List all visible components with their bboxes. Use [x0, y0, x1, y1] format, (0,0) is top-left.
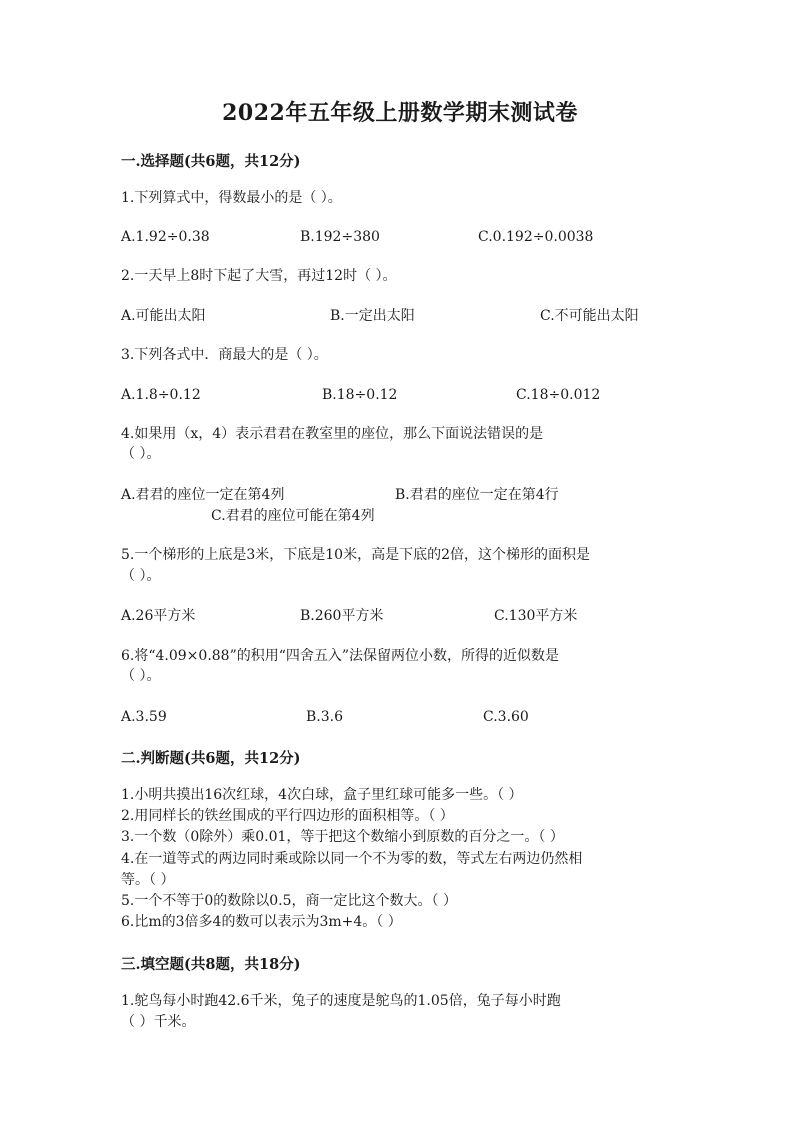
question-stem-line1: 6.将“4.09×0.88”的积用“四舍五入”法保留两位小数，所得的近似数是: [121, 648, 560, 664]
question-stem-line1: 4.如果用（x，4）表示君君在教室里的座位，那么下面说法错误的是: [121, 426, 544, 442]
question-stem: 3.下列各式中．商最大的是（ ）。: [121, 347, 328, 363]
section-heading-choice: 一.选择题(共6题，共12分): [121, 153, 301, 170]
option-b: B.260平方米: [300, 608, 384, 624]
option-b: B.3.6: [306, 709, 344, 725]
option-a: A.3.59: [121, 709, 167, 725]
option-a: A.1.92÷0.38: [121, 229, 210, 245]
question-stem-line1: 1.鸵鸟每小时跑42.6千米，兔子的速度是鸵鸟的1.05倍，兔子每小时跑: [121, 993, 561, 1009]
option-a: A.1.8÷0.12: [121, 387, 201, 403]
question-stem-line2: （ ）千米。: [121, 1014, 196, 1030]
option-c: C.君君的座位可能在第4列: [211, 508, 375, 524]
option-c: C.18÷0.012: [516, 387, 601, 403]
statement-line: 3.一个数（0除外）乘0.01，等于把这个数缩小到原数的百分之一。（ ）: [121, 829, 564, 845]
option-b: B.一定出太阳: [330, 308, 415, 324]
option-c: C.0.192÷0.0038: [478, 229, 594, 245]
statement-line: 5.一个不等于0的数除以0.5，商一定比这个数大。（ ）: [121, 893, 457, 909]
page-title: 2022年五年级上册数学期末测试卷: [222, 100, 578, 126]
option-a: A.君君的座位一定在第4列: [121, 487, 285, 503]
statement-line: 4.在一道等式的两边同时乘或除以同一个不为零的数，等式左右两边仍然相: [121, 851, 583, 867]
option-b: B.192÷380: [300, 229, 380, 245]
option-c: C.不可能出太阳: [540, 308, 639, 324]
section-heading-fill: 三.填空题(共8题，共18分): [121, 956, 301, 973]
statement-line: 1.小明共摸出16次红球，4次白球，盒子里红球可能多一些。（ ）: [121, 787, 523, 803]
option-b: B.18÷0.12: [322, 387, 398, 403]
question-stem-line2: （ ）。: [121, 668, 161, 684]
question-stem-line1: 5.一个梯形的上底是3米，下底是10米，高是下底的2倍，这个梯形的面积是: [121, 547, 590, 563]
statement-line: 6.比m的3倍多4的数可以表示为3m+4。（ ）: [121, 914, 402, 930]
statement-line: 等。（ ）: [121, 872, 175, 888]
option-b: B.君君的座位一定在第4行: [395, 487, 559, 503]
section-heading-judge: 二.判断题(共6题，共12分): [121, 750, 301, 767]
option-a: A.可能出太阳: [121, 308, 206, 324]
question-stem: 1.下列算式中，得数最小的是（ ）。: [121, 190, 342, 206]
option-c: C.130平方米: [494, 608, 578, 624]
option-a: A.26平方米: [121, 608, 196, 624]
statement-line: 2.用同样长的铁丝围成的平行四边形的面积相等。（ ）: [121, 808, 454, 824]
question-stem-line2: （ ）。: [121, 568, 161, 584]
question-stem: 2.一天早上8时下起了大雪，再过12时（ ）。: [121, 268, 397, 284]
question-stem-line2: （ ）。: [121, 446, 161, 462]
option-c: C.3.60: [483, 709, 529, 725]
